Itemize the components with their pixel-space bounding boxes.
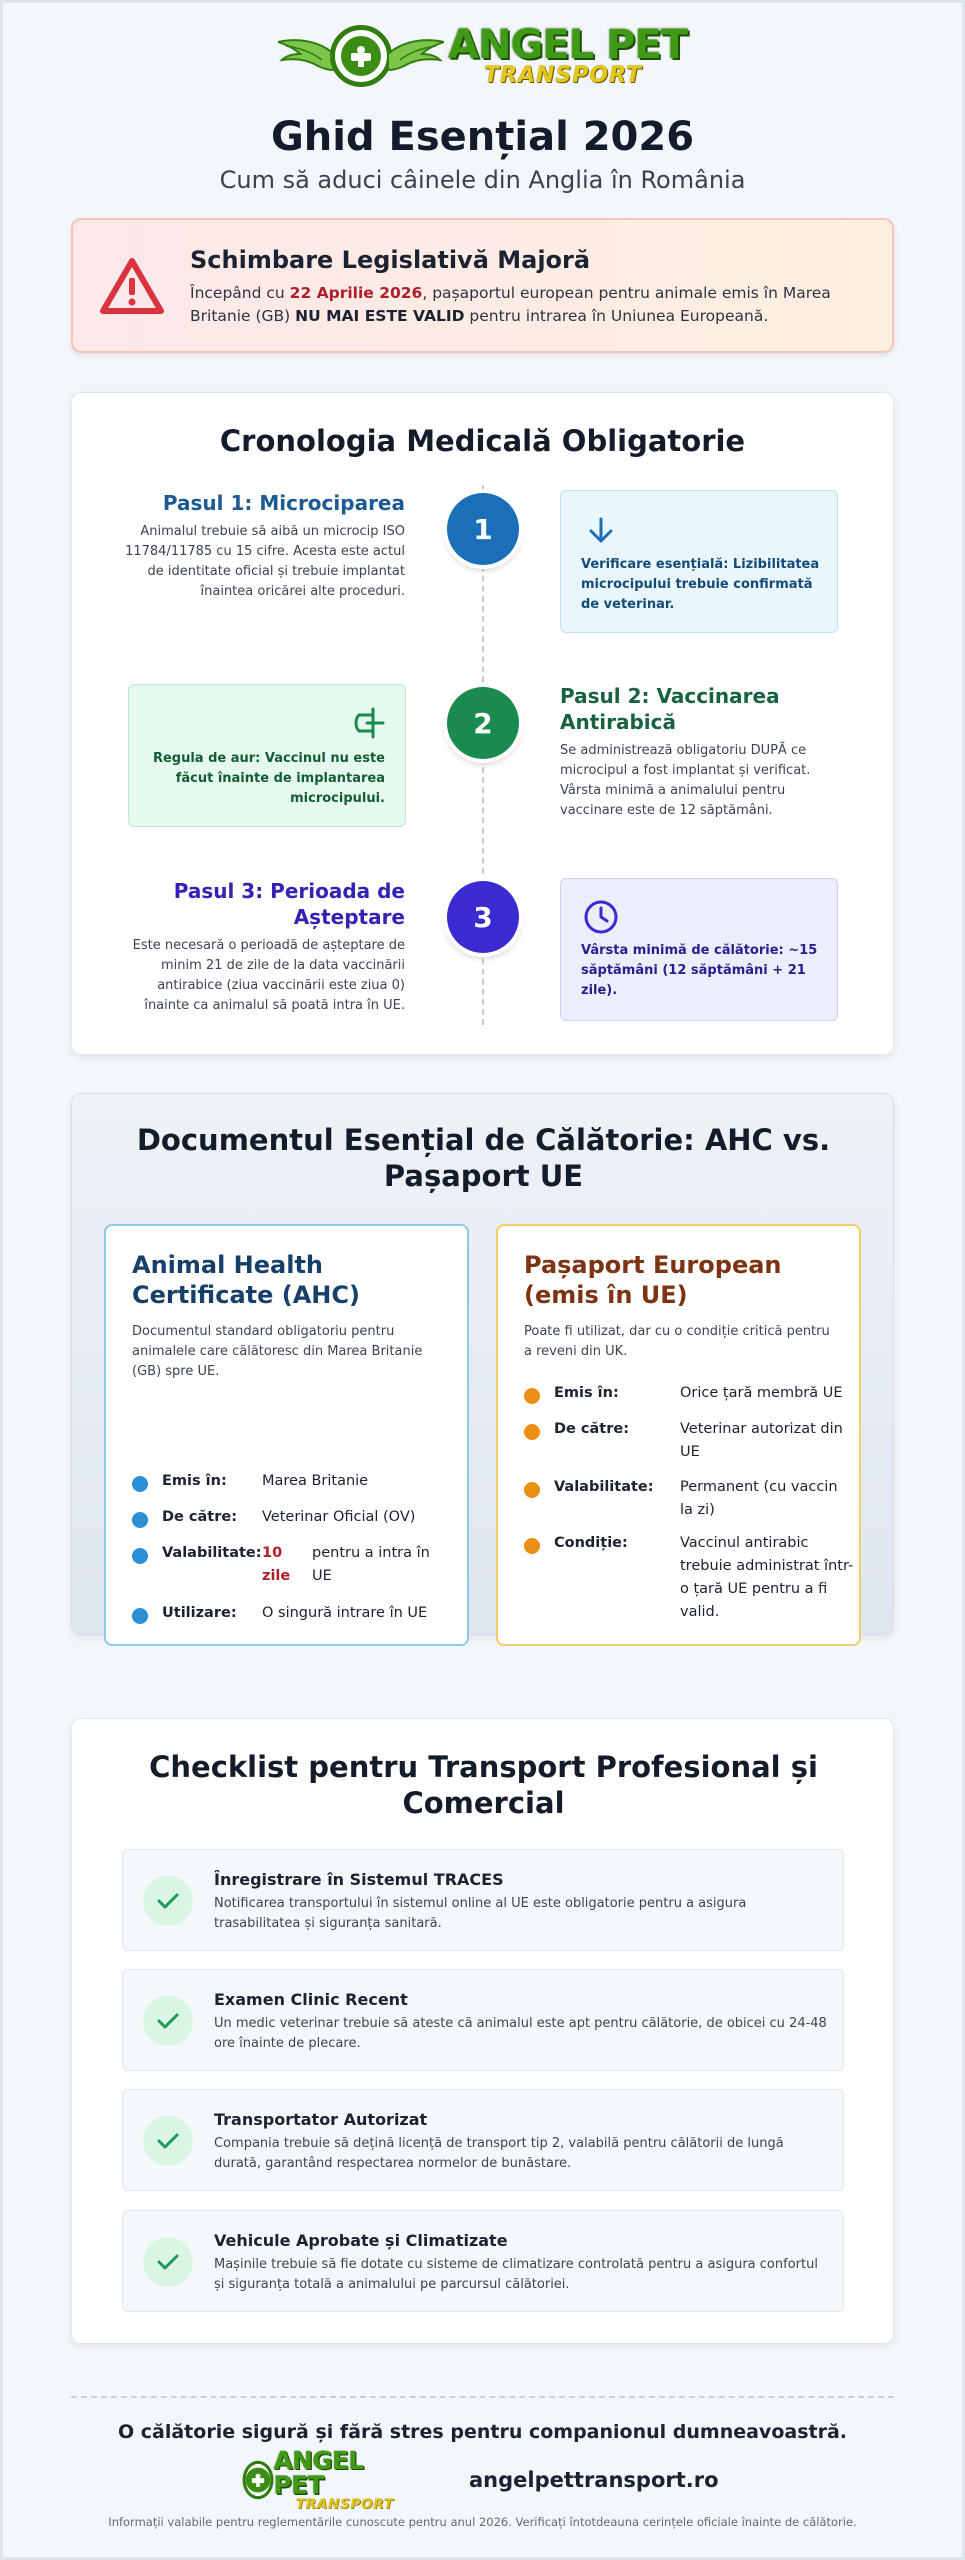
ahc-row-label: Valabilitate: <box>162 1545 262 1561</box>
timeline-title: Cronologia Medicală Obligatorie <box>219 424 746 458</box>
step-2-title: Pasul 2: Vaccinarea Antirabică <box>560 684 780 734</box>
step-1-box-text: Verificare esențială: Lizibilitatea microcipului trebuie confirmată de veterinar. <box>581 557 820 612</box>
ahc-row-value: O singură intrare în UE <box>262 1605 428 1621</box>
step-3-text: Este necesară o perioadă de așteptare de minim 21 de zile de la data vaccinării antirabice (ziua vaccinării este ziua 0) înainte ca animalul să poată intra în UE. <box>132 938 405 1013</box>
step-2-circle: 2 <box>447 687 519 759</box>
checklist-item <box>122 2089 844 2191</box>
transport-checklist-card <box>71 1718 894 2344</box>
step-3-box-text: Vârsta minimă de călătorie: ~15 săptămâni (12 săptămâni + 21 zile). <box>581 943 818 998</box>
page-header <box>0 18 965 194</box>
warning-triangle-icon <box>99 256 165 316</box>
passport-desc: Poate fi utilizat, dar cu o condiție critică pentru a reveni din UK. <box>524 1324 830 1359</box>
checklist-item <box>122 2210 844 2312</box>
bullet-dot-icon <box>132 1548 148 1564</box>
ahc-row-value: Veterinar Oficial (OV) <box>262 1509 416 1525</box>
bullet-dot-icon <box>524 1424 540 1440</box>
ahc-row-label: Emis în: <box>162 1473 227 1489</box>
paw-icon <box>348 43 374 69</box>
ahc-card <box>104 1224 469 1646</box>
footer-disclaimer: Informații valabile pentru reglementările cunoscute pentru anul 2026. Verificați întotdeauna cerințele oficiale înainte de călătorie. <box>108 2515 857 2529</box>
passport-row-value: Permanent (cu vaccin la zi) <box>680 1479 838 1518</box>
checklist-item-title: Vehicule Aprobate și Climatizate <box>214 2231 508 2250</box>
paw-icon <box>250 2472 266 2488</box>
step-2-info-box <box>128 684 406 827</box>
passport-card <box>496 1224 861 1646</box>
right-wing-icon <box>388 36 444 76</box>
bullet-dot-icon <box>132 1476 148 1492</box>
check-icon <box>143 2237 193 2287</box>
checklist-title: Checklist pentru Transport Profesional și Comercial <box>149 1750 818 1820</box>
footer-tagline: O călătorie sigură și fără stres pentru companionul dumneavoastră. <box>118 2421 847 2443</box>
alert-text-middle: , pașaportul european pentru animale emis în Marea Britanie (GB) <box>190 284 831 325</box>
step-3-info-box <box>560 878 838 1021</box>
step-1-title: Pasul 1: Microciparea <box>162 491 405 515</box>
website-link[interactable]: angelpettransport.ro <box>469 2468 719 2492</box>
alert-title: Schimbare Legislativă Majoră <box>190 246 591 274</box>
ahc-validity-days: 10 zile <box>262 1545 291 1584</box>
clock-icon <box>581 897 621 937</box>
step-1-info-box <box>560 490 838 633</box>
footer-wordmark <box>274 2448 394 2511</box>
bullet-dot-icon <box>524 1538 540 1554</box>
check-icon <box>143 2116 193 2166</box>
ahc-row-value: pentru a intra în UE <box>312 1545 430 1584</box>
step-1-circle: 1 <box>447 493 519 565</box>
brand-logo <box>278 18 687 94</box>
ahc-row-label: De către: <box>162 1509 238 1525</box>
checklist-item-text: Un medic veterinar trebuie să ateste că animalul este apt pentru călătorie, de obicei cu 24-48 ore înainte de plecare. <box>214 2016 827 2051</box>
checklist-item-text: Notificarea transportului în sistemul online al UE este obligatorie pentru a asigura trasabilitatea și siguranța sanitară. <box>214 1896 747 1931</box>
checklist-item-title: Examen Clinic Recent <box>214 1990 408 2009</box>
passport-row-label: De către: <box>554 1421 630 1437</box>
alert-date: 22 Aprilie 2026 <box>289 284 423 302</box>
checklist-item-text: Mașinile trebuie să fie dotate cu sisteme de climatizare controlată pentru a asigura confortul și siguranța totală a animalului pe parcursul călătoriei. <box>214 2257 818 2292</box>
bullet-dot-icon <box>132 1512 148 1528</box>
alert-emphasis: NU MAI ESTE VALID <box>295 307 465 325</box>
bullet-dot-icon <box>524 1482 540 1498</box>
step-1-text: Animalul trebuie să aibă un microcip ISO 11784/11785 cu 15 cifre. Acesta este actul de identitate oficial și trebuie implantat înaintea oricărei alte proceduri. <box>125 524 405 599</box>
step-3-title: Pasul 3: Perioada de Așteptare <box>173 879 405 929</box>
ahc-row-validity <box>132 1542 452 1590</box>
passport-title: Pașaport European (emis în UE) <box>524 1251 782 1309</box>
footer-divider <box>71 2396 894 2398</box>
bullet-dot-icon <box>524 1388 540 1404</box>
alert-text-after: pentru intrarea în Uniunea Europeană. <box>464 307 769 325</box>
passport-row-label: Emis în: <box>554 1385 619 1401</box>
medical-timeline-card <box>71 392 894 1055</box>
ahc-row-value: Marea Britanie <box>262 1473 369 1489</box>
page-title: Ghid Esențial 2026 <box>270 114 695 160</box>
arrow-down-icon <box>581 511 621 551</box>
ahc-title: Animal Health Certificate (AHC) <box>132 1251 360 1309</box>
footer-logo <box>245 2446 394 2513</box>
left-wing-icon <box>278 36 334 76</box>
passport-row-value: Vaccinul antirabic trebuie administrat într-o țară UE pentru a fi valid. <box>680 1535 854 1620</box>
alert-text <box>190 282 870 328</box>
passport-row-label: Condiție: <box>554 1535 628 1551</box>
brand-wordmark <box>448 22 687 88</box>
documents-comparison <box>71 1093 894 1635</box>
ahc-row-label: Utilizare: <box>162 1605 237 1621</box>
checklist-item <box>122 1849 844 1951</box>
documents-title: Documentul Esențial de Călătorie: AHC vs. Pașaport UE <box>136 1123 831 1193</box>
passport-row-label: Valabilitate: <box>554 1479 654 1495</box>
step-2-box-text: Regula de aur: Vaccinul nu este făcut înainte de implantarea microcipului. <box>152 751 385 806</box>
ahc-desc: Documentul standard obligatoriu pentru animalele care călătoresc din Marea Britanie (GB) spre UE. <box>132 1324 423 1379</box>
check-icon <box>143 1876 193 1926</box>
paw-badge-icon <box>330 25 392 87</box>
bullet-dot-icon <box>132 1608 148 1624</box>
brand-name-line2: TRANSPORT <box>484 63 643 88</box>
check-icon <box>143 1996 193 2046</box>
syringe-icon <box>347 703 387 743</box>
step-3-circle: 3 <box>447 881 519 953</box>
footer-brand <box>245 2446 719 2513</box>
checklist-item <box>122 1969 844 2071</box>
passport-row-value: Veterinar autorizat din UE <box>680 1421 843 1460</box>
footer-brand-line1: ANGEL PET <box>273 2446 364 2500</box>
page-subtitle: Cum să aduci câinele din Anglia în România <box>219 166 746 194</box>
brand-name-line1: ANGEL PET <box>448 22 687 68</box>
checklist-item-title: Transportator Autorizat <box>214 2110 428 2129</box>
footer-brand-line2: TRANSPORT <box>295 2496 394 2513</box>
checklist-item-title: Înregistrare în Sistemul TRACES <box>214 1870 504 1889</box>
paw-badge-icon <box>243 2461 274 2499</box>
legislation-alert <box>71 218 894 353</box>
passport-row-value: Orice țară membră UE <box>680 1385 843 1401</box>
checklist-item-text: Compania trebuie să dețină licență de transport tip 2, valabilă pentru călătorii de lungă durată, garantând respectarea normelor de bunăstare. <box>214 2136 784 2171</box>
step-2-text: Se administrează obligatoriu DUPĂ ce microcipul a fost implantat și verificat. Vârsta minimă a animalului pentru vaccinare este de 12 săptămâni. <box>560 743 811 818</box>
alert-text-before: Începând cu <box>190 284 290 302</box>
